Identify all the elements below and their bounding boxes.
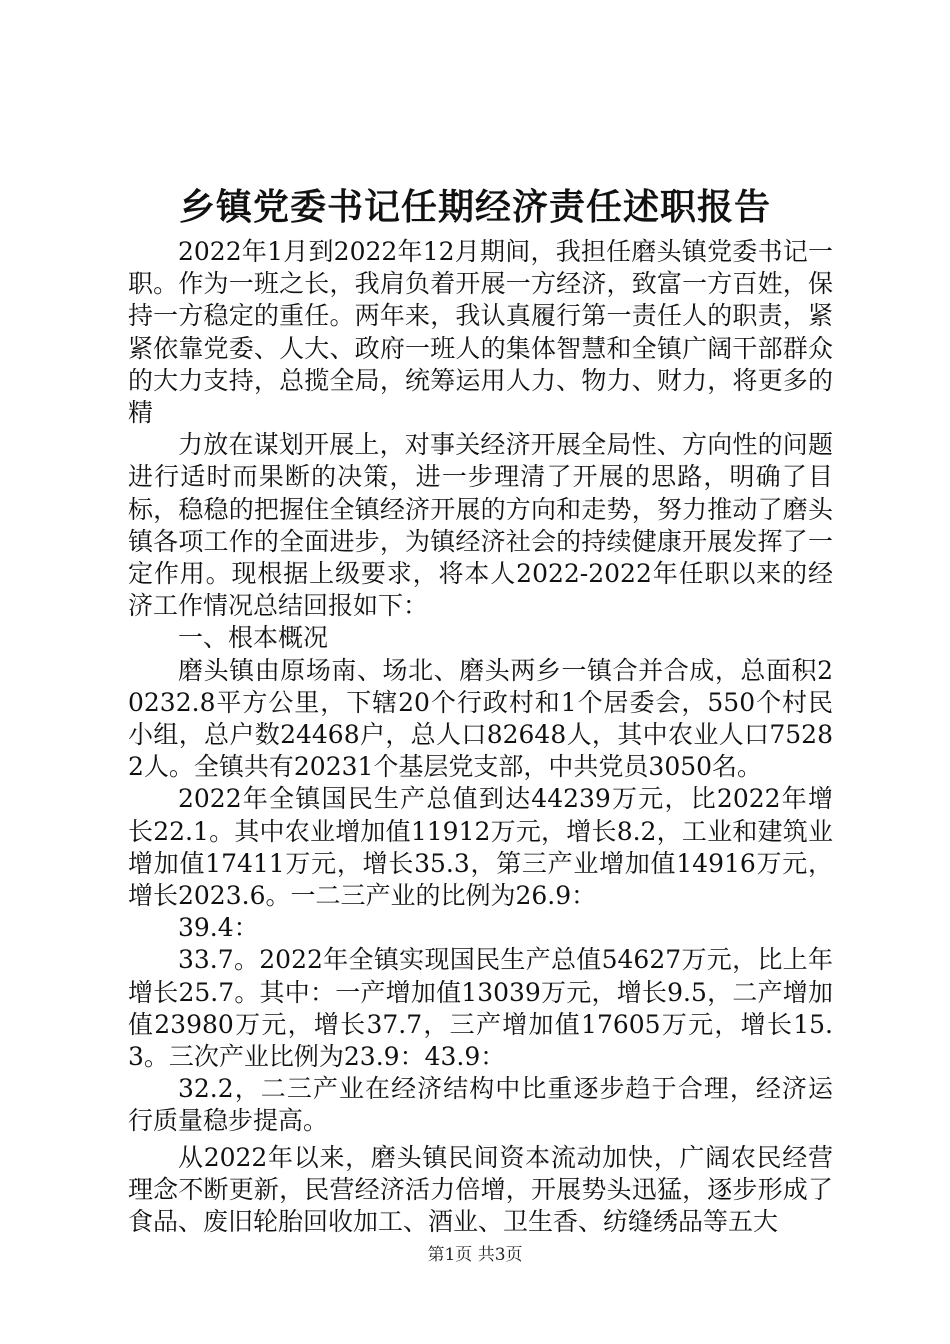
paragraph-gdp-second-year: 33.7。2022年全镇实现国民生产总值54627万元，比上年增长25.7。其中：一产增加值13039万元，增长9.5，二产增加值23980万元，增长37.7，三产增加值17605万元，增长15.3。三次产业比例为23.9：43.9： (128, 945, 833, 1072)
paragraph-gdp-first-year: 2022年全镇国民生产总值到达44239万元，比2022年增长22.1。其中农业增加值11912万元，增长8.2，工业和建筑业增加值17411万元，增长35.3，第三产业增加值14916万元，增长2023.6。一二三产业的比例为26.9： (128, 784, 833, 911)
paragraph-intro-continued: 力放在谋划开展上，对事关经济开展全局性、方向性的问题进行适时而果断的决策，进一步理清了开展的思路，明确了目标，稳稳的把握住全镇经济开展的方向和走势，努力推动了磨头镇各项工作的全面进步，为镇经济社会的持续健康开展发挥了一定作用。现根据上级要求，将本人2022-2022年任职以来的经济工作情况总结回报如下： (128, 430, 833, 621)
document-title: 乡镇党委书记任期经济责任述职报告 (178, 186, 771, 228)
section-heading-overview: 一、根本概况 (178, 623, 329, 653)
paragraph-structure-note: 32.2，二三产业在经济结构中比重逐步趋于合理，经济运行质量稳步提高。 (128, 1074, 833, 1136)
document-body (128, 236, 833, 1238)
paragraph-intro: 2022年1月到2022年12月期间，我担任磨头镇党委书记一职。作为一班之长，我肩负着开展一方经济，致富一方百姓，保持一方稳定的重任。两年来，我认真履行第一责任人的职责，紧紧依靠党委、人大、政府一班人的集体智慧和全镇广阔干部群众的大力支持，总揽全局，统筹运用人力、物力、财力，将更多的精 (128, 237, 833, 428)
page-footer: 第1页 共3页 (427, 1245, 523, 1265)
paragraph-ratio-fragment: 39.4： (178, 913, 259, 943)
paragraph-private-economy: 从2022年以来，磨头镇民间资本流动加快，广阔农民经营理念不断更新，民营经济活力倍增，开展势头迅猛，逐步形成了食品、废旧轮胎回收加工、酒业、卫生香、纺缝绣品等五大 (128, 1142, 833, 1237)
paragraph-town-profile: 磨头镇由原场南、场北、磨头两乡一镇合并合成，总面积20232.8平方公里，下辖20个行政村和1个居委会，550个村民小组，总户数24468户，总人口82648人，其中农业人口75282人。全镇共有20231个基层党支部，中共党员3050名。 (128, 655, 833, 782)
